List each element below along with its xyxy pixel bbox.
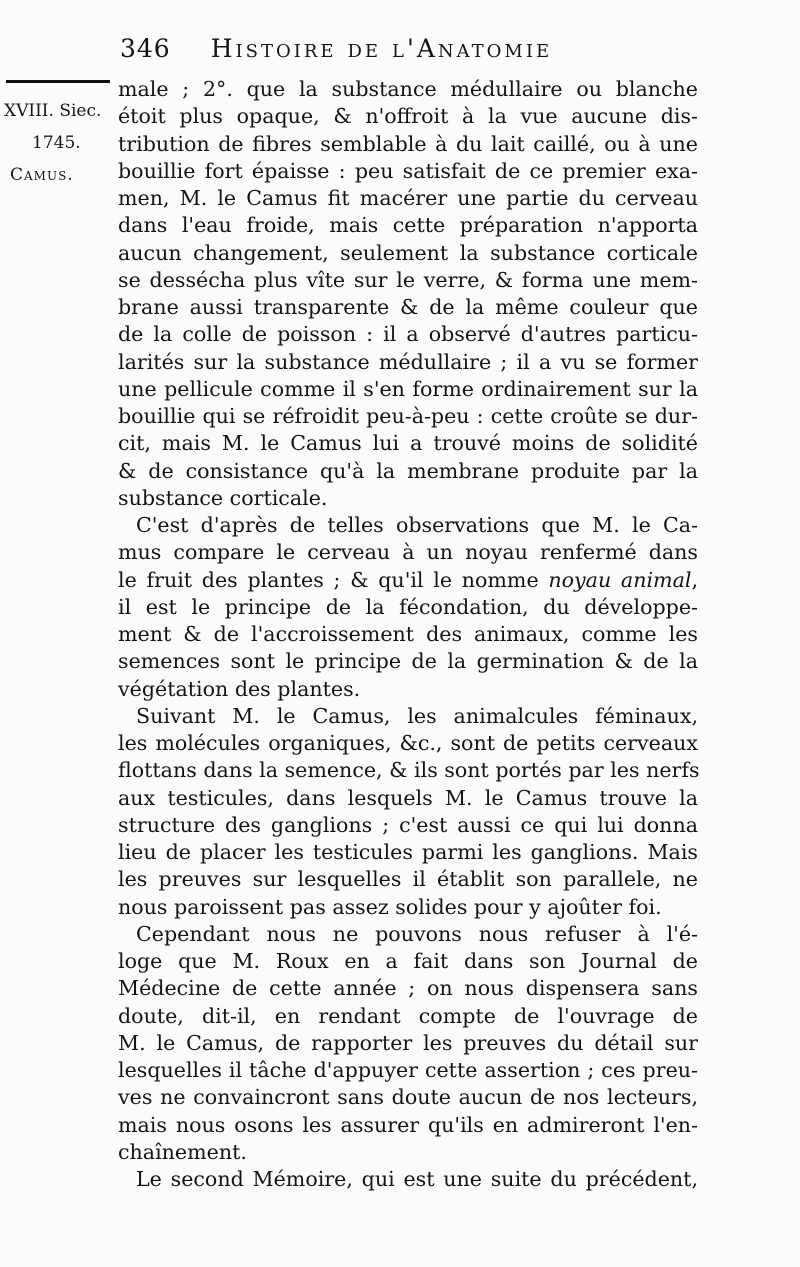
- text-line: M. le Camus, de rapporter les preuves du détail sur: [118, 1030, 698, 1055]
- text-line: men, M. le Camus fit macérer une partie du cerveau: [118, 186, 698, 210]
- running-title: Histoire de l'Anatomie: [210, 34, 553, 63]
- text-line: tribution de fibres semblable à du lait caillé, ou à une: [118, 131, 698, 156]
- text-line: flottans dans la semence, & ils sont portés par les nerfs: [118, 758, 700, 783]
- body-text: [118, 76, 698, 1193]
- text-line: les preuves sur lesquelles il établit son parallele, ne: [118, 867, 698, 892]
- text-line: étoit plus opaque, & n'offroit à la vue aucune dis-: [118, 104, 698, 129]
- text-line: bouillie qui se réfroidit peu-à-peu : cette croûte se dur-: [118, 404, 698, 428]
- text-line: de la colle de poisson : il a observé d'autres particu-: [118, 322, 698, 347]
- margin-rule: [6, 80, 110, 83]
- text-line: cit, mais M. le Camus lui a trouvé moins de solidité: [118, 431, 698, 456]
- italic-term: noyau animal: [548, 567, 692, 592]
- text-line: doute, dit-il, en rendant compte de l'ouvrage de: [118, 1003, 698, 1028]
- text-line: structure des ganglions ; c'est aussi ce qui lui donna: [118, 812, 698, 837]
- text-line: aucun changement, seulement la substance corticale: [118, 240, 698, 265]
- text-line: végétation des plantes.: [118, 676, 361, 701]
- text-line: brane aussi transparente & de la même couleur que: [118, 295, 698, 319]
- text-line: lesquelles il tâche d'appuyer cette assertion ; ces preu-: [118, 1058, 698, 1082]
- text-line: mus compare le cerveau à un noyau renfermé dans: [118, 540, 698, 565]
- text-line: nous paroissent pas assez solides pour y ajoûter foi.: [118, 894, 662, 919]
- text-line: C'est d'après de telles observations que M. le Ca-: [136, 513, 698, 537]
- text-line: & de consistance qu'à la membrane produite par la: [118, 458, 698, 483]
- text-run: le fruit des plantes ; & qu'il le nomme: [118, 567, 549, 592]
- text-line: il est le principe de la fécondation, du développe-: [118, 594, 698, 619]
- text-line: lieu de placer les testicules parmi les ganglions. Mais: [118, 840, 698, 864]
- page-header: [120, 34, 710, 63]
- text-line: semences sont le principe de la germination & de la: [118, 649, 698, 674]
- text-line: male ; 2°. que la substance médullaire ou blanche: [118, 77, 698, 101]
- text-line: les molécules organiques, &c., sont de petits cerveaux: [118, 731, 698, 755]
- margin-note-year: 1745.: [32, 133, 81, 153]
- text-line: chaînement.: [118, 1139, 247, 1164]
- text-line: Cependant nous ne pouvons nous refuser à l'é-: [136, 921, 698, 946]
- text-line-with-italic: [118, 567, 698, 594]
- text-line: Le second Mémoire, qui est une suite du précédent,: [136, 1167, 698, 1191]
- text-line: substance corticale.: [118, 485, 328, 510]
- text-line: bouillie fort épaisse : peu satisfait de ce premier exa-: [118, 158, 698, 183]
- text-line: loge que M. Roux en a fait dans son Journal de: [118, 949, 698, 973]
- text-line: Médecine de cette année ; on nous dispensera sans: [118, 976, 698, 1001]
- text-line: se dessécha plus vîte sur le verre, & forma une mem-: [118, 267, 698, 292]
- margin-note-author: Camus.: [10, 165, 74, 185]
- text-line: mais nous osons les assurer qu'ils en admireront l'en-: [118, 1112, 698, 1137]
- text-line: larités sur la substance médullaire ; il a vu se former: [118, 349, 698, 374]
- text-run: ,: [691, 567, 698, 592]
- text-line: dans l'eau froide, mais cette préparation n'apporta: [118, 213, 698, 238]
- text-line: ves ne convaincront sans doute aucun de nos lecteurs,: [118, 1085, 698, 1110]
- text-line: aux testicules, dans lesquels M. le Camus trouve la: [118, 785, 698, 810]
- text-line: une pellicule comme il s'en forme ordinairement sur la: [118, 376, 698, 401]
- text-line: ment & de l'accroissement des animaux, comme les: [118, 622, 698, 646]
- text-line: Suivant M. le Camus, les animalcules féminaux,: [136, 703, 698, 728]
- margin-note-century: XVIII. Siec.: [4, 101, 102, 121]
- page-number: 346: [120, 34, 171, 63]
